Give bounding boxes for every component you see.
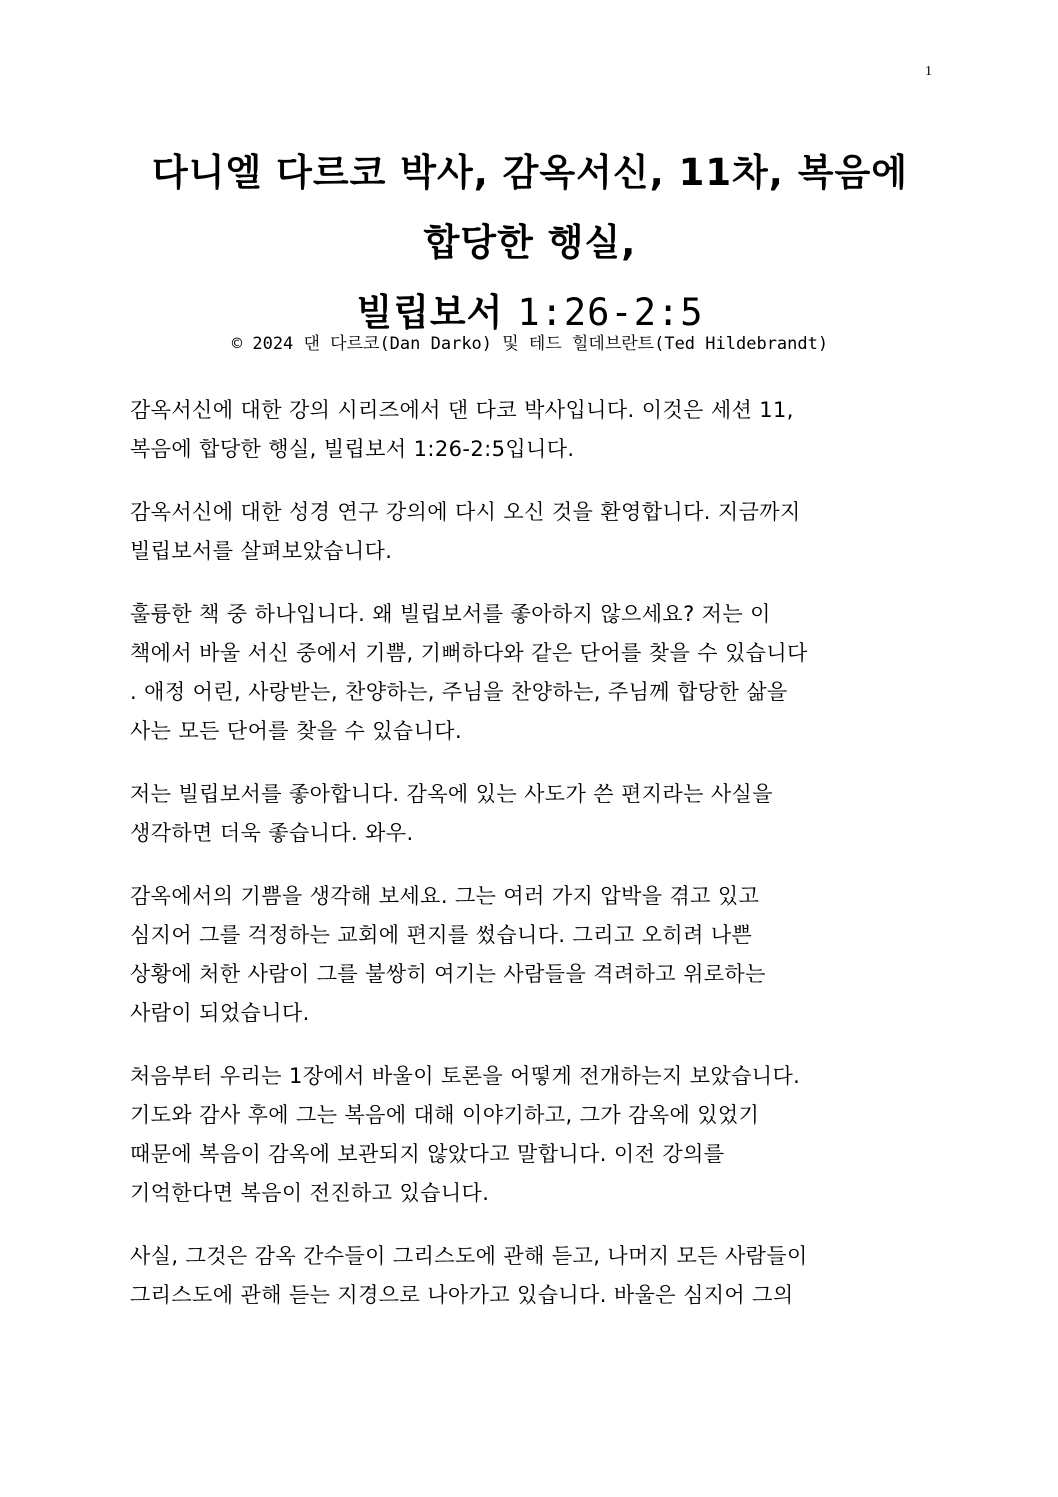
paragraph-1 (130, 391, 930, 469)
title-line-1: 다니엘 다르코 박사, 감옥서신, 11차, 복음에 (152, 151, 908, 194)
text-line: 심지어 그를 걱정하는 교회에 편지를 썼습니다. 그리고 오히려 나쁜 (130, 923, 753, 947)
copyright-notice: © 2024 댄 다르코(Dan Darko) 및 테드 힐데브란트(Ted Hildebrandt) (231, 334, 829, 354)
text-line: 기억한다면 복음이 전진하고 있습니다. (130, 1181, 490, 1205)
title-scripture-reference: 1:26-2:5 (517, 291, 704, 334)
text-line: 빌립보서를 살펴보았습니다. (130, 539, 393, 563)
text-line: 상황에 처한 사람이 그를 불쌍히 여기는 사람들을 격려하고 위로하는 (130, 962, 766, 986)
text-line: 생각하면 더욱 좋습니다. 와우. (130, 821, 414, 845)
paragraph-5 (130, 877, 930, 1033)
title-line-2: 합당한 행실, (423, 221, 637, 264)
paragraph-3 (130, 595, 930, 751)
text-line: 책에서 바울 서신 중에서 기쁨, 기뻐하다와 같은 단어를 찾을 수 있습니다 (130, 641, 808, 665)
text-line: 감옥에서의 기쁨을 생각해 보세요. 그는 여러 가지 압박을 겪고 있고 (130, 884, 760, 908)
text-line: 사는 모든 단어를 찾을 수 있습니다. (130, 719, 463, 743)
text-line: 사람이 되었습니다. (130, 1001, 310, 1025)
text-line: 훌륭한 책 중 하나입니다. 왜 빌립보서를 좋아하지 않으세요? 저는 이 (130, 602, 771, 626)
paragraph-2 (130, 493, 930, 571)
title-book-name: 빌립보서 (356, 291, 518, 334)
text-line: 때문에 복음이 감옥에 보관되지 않았다고 말합니다. 이전 강의를 (130, 1142, 725, 1166)
text-line: 기도와 감사 후에 그는 복음에 대해 이야기하고, 그가 감옥에 있었기 (130, 1103, 760, 1127)
document-body (130, 391, 930, 1339)
text-line: 사실, 그것은 감옥 간수들이 그리스도에 관해 듣고, 나머지 모든 사람들이 (130, 1244, 808, 1268)
text-line: 복음에 합당한 행실, 빌립보서 1:26-2:5입니다. (130, 437, 575, 461)
paragraph-4 (130, 775, 930, 853)
text-line: 저는 빌립보서를 좋아합니다. 감옥에 있는 사도가 쓴 편지라는 사실을 (130, 782, 773, 806)
paragraph-6 (130, 1057, 930, 1213)
text-line: 감옥서신에 대한 성경 연구 강의에 다시 오신 것을 환영합니다. 지금까지 (130, 500, 801, 524)
text-line: 처음부터 우리는 1장에서 바울이 토론을 어떻게 전개하는지 보았습니다. (130, 1064, 801, 1088)
text-line: 감옥서신에 대한 강의 시리즈에서 댄 다코 박사입니다. 이것은 세션 11, (130, 398, 794, 422)
document-title (110, 138, 950, 348)
page-number: 1 (925, 64, 932, 79)
paragraph-7 (130, 1237, 930, 1315)
text-line: 그리스도에 관해 듣는 지경으로 나아가고 있습니다. 바울은 심지어 그의 (130, 1283, 794, 1307)
text-line: . 애정 어린, 사랑받는, 찬양하는, 주님을 찬양하는, 주님께 합당한 삶을 (130, 680, 788, 704)
